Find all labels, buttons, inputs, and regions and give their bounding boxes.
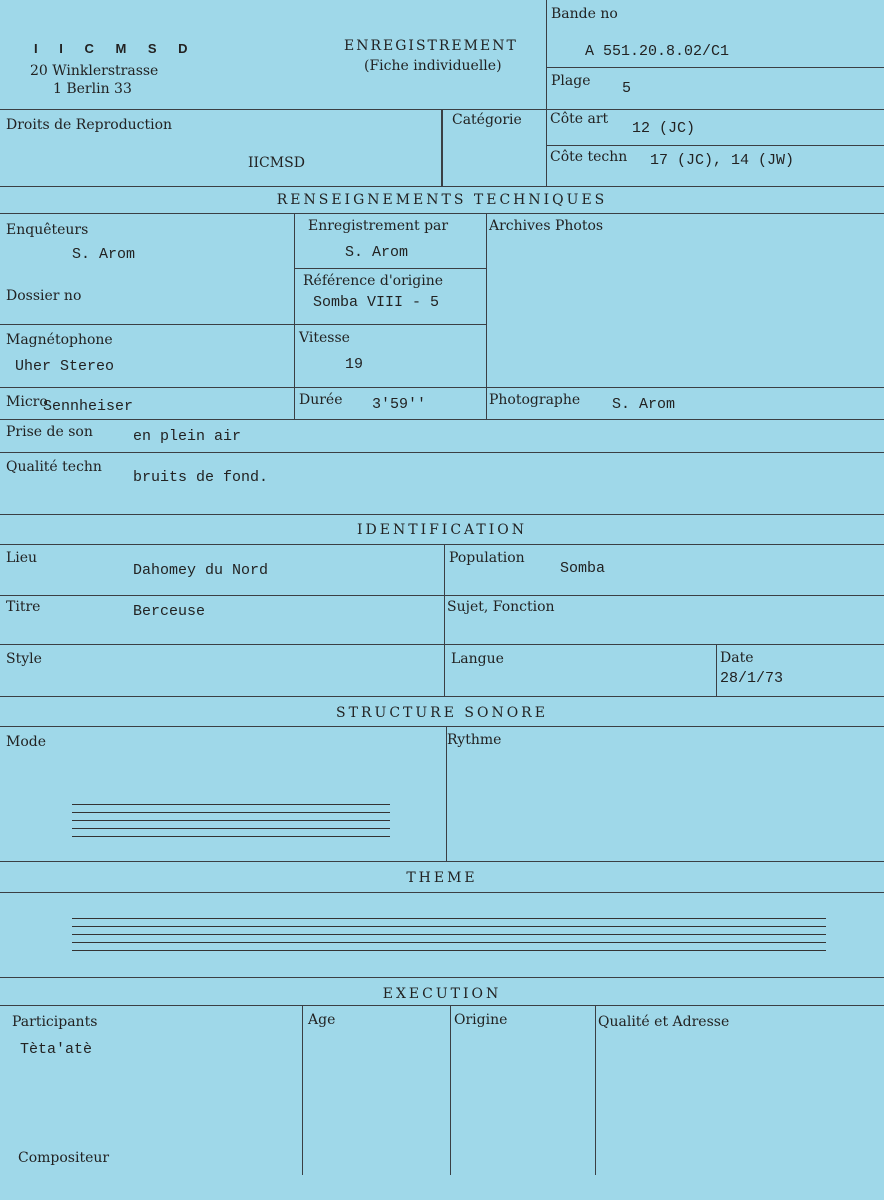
enqueteurs-label: Enquêteurs [6,222,89,238]
cote-art-value: 12 (JC) [632,120,696,137]
participants-value: Tèta'atè [20,1041,93,1058]
prise-de-son-value: en plein air [133,428,242,445]
divider [0,861,884,862]
ref-origine-value: Somba VIII - 5 [313,294,440,311]
cote-art-label: Côte art [550,111,609,127]
divider [546,110,547,186]
vitesse-label: Vitesse [299,330,350,346]
divider [294,268,486,269]
section-title-identification: IDENTIFICATION [357,522,527,538]
bande-label: Bande no [551,6,618,22]
prise-de-son-label: Prise de son [6,424,93,440]
langue-label: Langue [451,651,504,667]
divider [546,67,884,68]
vitesse-value: 19 [345,356,364,373]
lieu-label: Lieu [6,550,38,566]
lieu-value: Dahomey du Nord [133,562,269,579]
mode-label: Mode [6,734,47,750]
org-name: I I C M S D [34,41,197,56]
divider [0,186,884,187]
form-subtitle: (Fiche individuelle) [364,58,502,74]
origine-label: Origine [454,1012,508,1028]
divider [595,1005,596,1175]
divider [0,514,884,515]
categorie-label: Catégorie [452,112,522,128]
qualite-adresse-label: Qualité et Adresse [598,1014,730,1030]
divider [444,544,445,696]
rythme-label: Rythme [447,732,502,748]
divider [302,1005,303,1175]
divider [0,892,884,893]
divider [546,145,884,146]
divider [0,726,884,727]
enqueteurs-value: S. Arom [72,246,136,263]
population-label: Population [449,550,525,566]
section-title-structure: STRUCTURE SONORE [336,705,548,721]
divider [0,324,486,325]
enreg-par-value: S. Arom [345,244,409,261]
address-line-2: 1 Berlin 33 [53,81,132,97]
divider [294,213,295,419]
photographe-label: Photographe [489,392,581,408]
cote-techn-value: 17 (JC), 14 (JW) [650,152,795,169]
photographe-value: S. Arom [612,396,676,413]
theme-staff-line [72,918,826,919]
sujet-fonction-label: Sujet, Fonction [447,599,555,615]
divider [0,213,884,214]
divider [0,1005,884,1006]
duree-value: 3'59'' [372,396,427,413]
divider [0,977,884,978]
divider [441,110,443,186]
micro-value: Sennheiser [43,398,134,415]
plage-value: 5 [622,80,632,97]
magneto-label: Magnétophone [6,332,113,348]
theme-staff-line [72,942,826,943]
duree-label: Durée [299,392,343,408]
rights-label: Droits de Reproduction [6,117,173,133]
mode-staff-line [72,812,390,813]
dossier-label: Dossier no [6,288,82,304]
ref-origine-label: Référence d'origine [303,273,444,289]
qualite-techn-value: bruits de fond. [133,469,269,486]
titre-label: Titre [6,599,41,615]
section-title-tech: RENSEIGNEMENTS TECHNIQUES [276,192,608,208]
cote-techn-label: Côte techn [550,149,628,165]
style-label: Style [6,651,42,667]
section-title-execution: EXECUTION [382,986,502,1002]
age-label: Age [308,1012,336,1028]
theme-staff-line [72,950,826,951]
divider [546,0,547,110]
form-title: ENREGISTREMENT [344,38,518,54]
date-label: Date [720,650,754,666]
theme-staff-line [72,934,826,935]
archives-photos-label: Archives Photos [489,218,604,234]
mode-staff-line [72,804,390,805]
divider [716,644,717,696]
section-title-theme: THEME [406,870,478,886]
participants-label: Participants [12,1014,98,1030]
titre-value: Berceuse [133,603,206,620]
theme-staff-line [72,926,826,927]
micro-label: Micro [6,394,48,410]
divider [0,544,884,545]
population-value: Somba [560,560,606,577]
divider [486,213,487,419]
address-line-1: 20 Winklerstrasse [30,63,159,79]
compositeur-label: Compositeur [18,1150,110,1166]
enreg-par-label: Enregistrement par [308,218,449,234]
mode-staff-line [72,828,390,829]
plage-label: Plage [551,73,591,89]
qualite-techn-label: Qualité techn [6,459,102,475]
divider [0,595,884,596]
mode-staff-line [72,820,390,821]
divider [0,696,884,697]
divider [450,1005,451,1175]
rights-value: IICMSD [248,155,305,171]
divider [0,387,884,388]
date-value: 28/1/73 [720,670,784,687]
bande-value: A 551.20.8.02/C1 [585,43,730,60]
divider [0,644,884,645]
divider [0,452,884,453]
magneto-value: Uher Stereo [15,358,115,375]
divider [0,419,884,420]
mode-staff-line [72,836,390,837]
